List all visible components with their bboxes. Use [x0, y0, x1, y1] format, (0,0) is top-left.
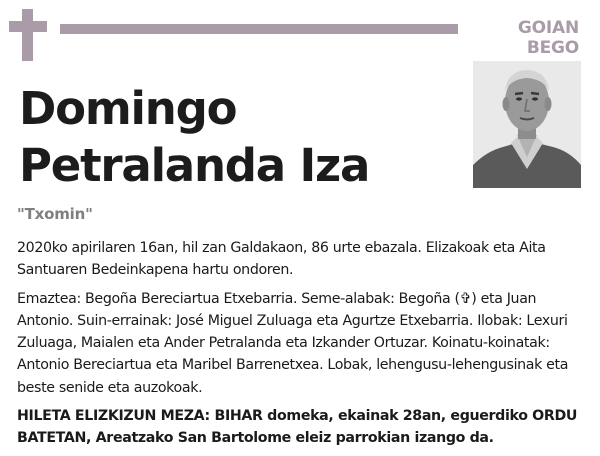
obituary-text: [17, 237, 587, 456]
cross-icon-horizontal: [9, 21, 47, 32]
funeral-service-paragraph: HILETA ELIZKIZUN MEZA: BIHAR domeka, ekainak 28an, eguerdiko ORDU BATETAN, Areatzako San Bartolome eleiz parrokian izango da.: [17, 408, 578, 447]
header-label: GOIAN BEGO: [517, 18, 579, 58]
relatives-paragraph: Emaztea: Begoña Bereciartua Etxebarria. Seme-alabak: Begoña (✞) eta Juan Antonio. Suin-errainak: José Miguel Zuluaga eta Agurtze Etxebarria. Ilobak: Lexuri Zuluaga, Maialen eta Ander Petralanda eta Izkander Ortuzar. Koinatu-koinatak: Antonio Bereciartua eta Maribel Barrenetxea. Lobak, lehengusu-lehengusinak eta beste senide eta auzokoak.: [17, 290, 569, 396]
portrait-image: [473, 61, 581, 188]
death-notice-paragraph: 2020ko apirilaren 16an, hil zan Galdakaon, 86 urte ebazala. Elizakoak eta Aita Santuaren Bedeinkapena hartu ondoren.: [17, 240, 546, 279]
name-line-1: Domingo: [19, 82, 237, 135]
name-line-2: Petralanda Iza: [19, 139, 370, 192]
header-rule: [60, 24, 458, 34]
cross-icon-vertical: [22, 9, 33, 61]
deceased-name: [19, 80, 369, 194]
nickname: "Txomin": [17, 205, 93, 223]
portrait-photo: [473, 61, 581, 188]
